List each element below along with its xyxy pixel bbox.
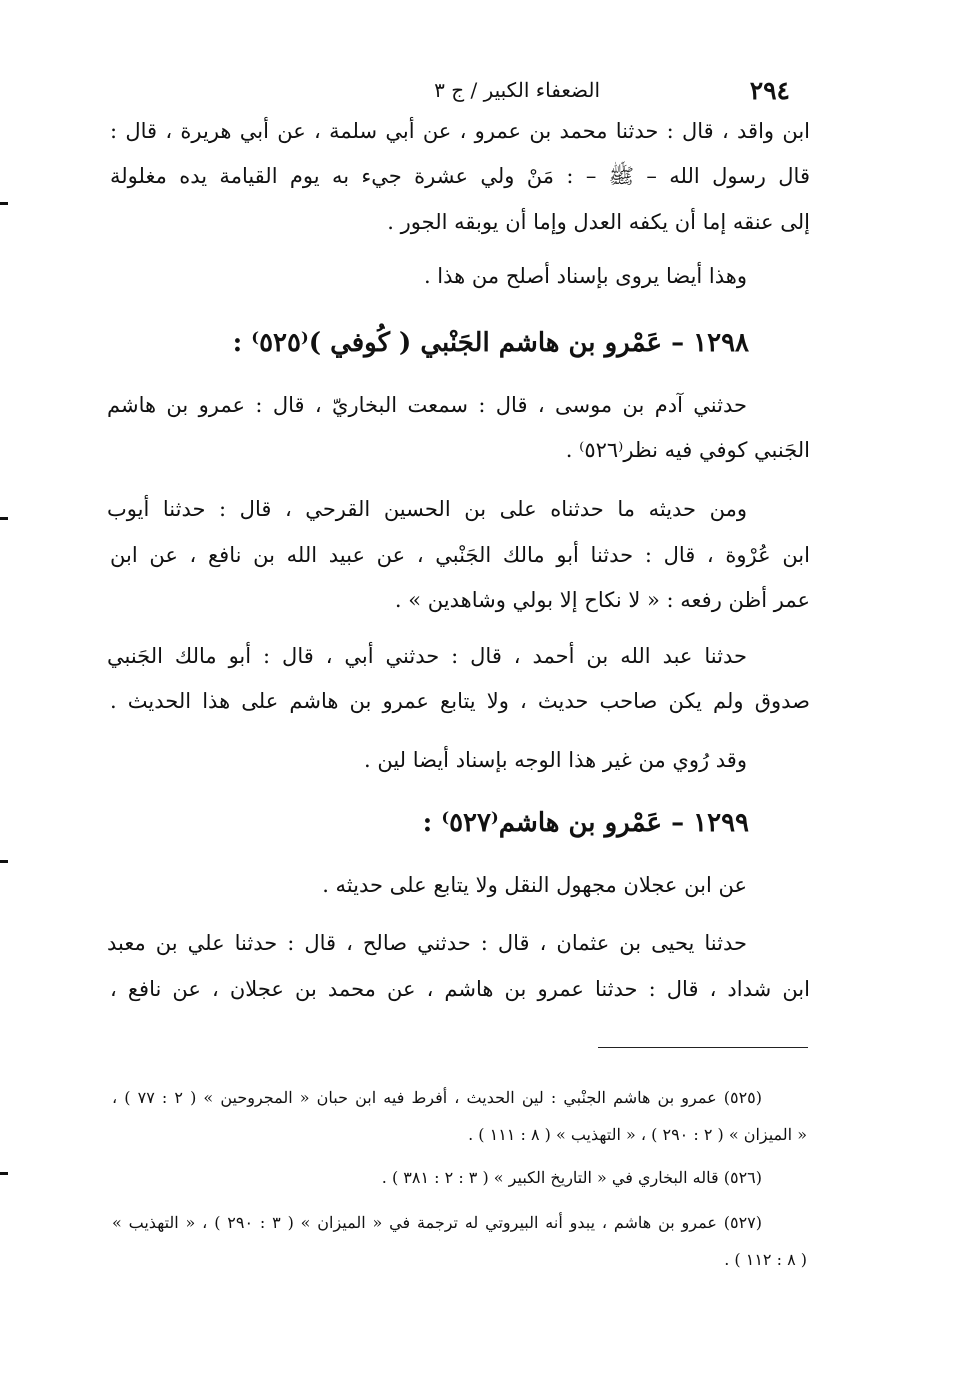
margin-mark [0, 202, 8, 205]
text-line: عمر أظن رفعه : « لا نكاح إلا بولي وشاهدين » . [394, 588, 810, 612]
margin-mark [0, 860, 8, 863]
text-line: الجَنبي كوفي فيه نظر⁽٥٢٦⁾ . [565, 438, 810, 462]
text-line: إلى عنقه إما أن يكفه العدل وإما أن يوبقه الجور . [387, 210, 810, 234]
footnote-527: (٥٢٧) عمرو بن هاشم ، يبدو أنه البيروتي له ترجمة في « الميزان » ( ٣ : ٢٩٠ ) ، « التهذيب » [112, 1213, 762, 1232]
entry-heading-1298: ١٢٩٨ – عَمْرو بن هاشم الجَنْبي ( كُوفي )⁽٥٢٥⁾ : [232, 328, 749, 358]
text-line: ابن عُرْوة ، قال : حدثنا أبو مالك الجَنْبي ، عن عبيد الله بن نافع ، عن ابن [110, 543, 810, 567]
text-line: حدثنا يحيى بن عثمان ، قال : حدثني صالح ، قال : حدثنا علي بن معبد [107, 931, 747, 955]
footnote-525: (٥٢٥) عمرو بن هاشم الجنْبي : لين الحديث ، أفرط فيه ابن حبان « المجروحين » ( ٢ : ٧٧ ) ، [112, 1088, 762, 1107]
text-line: عن ابن عجلان مجهول النقل ولا يتابع على حديثه . [322, 873, 747, 897]
footnote-526: (٥٢٦) قاله البخاري في « التاريخ الكبير » ( ٣ : ٢ : ٣٨١ ) . [381, 1168, 762, 1187]
footnote-527-continued: ( ٨ : ١١٢ ) . [724, 1250, 807, 1269]
text-line: ومن حديثه ما حدثناه على بن الحسين القرحي ، قال : حدثنا أيوب [107, 497, 747, 521]
margin-mark [0, 1172, 8, 1175]
page-number: ٢٩٤ [749, 76, 790, 105]
text-line: وقد رُوي من غير هذا الوجه بإسناد أيضا لين . [363, 748, 747, 772]
text-line: صدوق ولم يكن صاحب حديث ، ولا يتابع عمرو بن هاشم على هذا الحديث . [110, 689, 810, 713]
entry-heading-1299: ١٢٩٩ – عَمْرو بن هاشم⁽٥٢٧⁾ : [422, 808, 749, 838]
text-line: قال رسول الله – ﷺ – : مَنْ ولي عشرة جيء به يوم القيامة يده مغلولة [110, 164, 810, 188]
page-header [360, 76, 790, 110]
footnote-525-continued: « الميزان » ( ٢ : ٢٩٠ ) ، « التهذيب » ( ٨ : ١١١ ) . [468, 1125, 807, 1144]
text-line: ابن واقد ، قال : حدثنا محمد بن عمرو ، عن أبي سلمة ، عن أبي هريرة ، قال : [110, 119, 810, 143]
margin-mark [0, 517, 8, 520]
running-title: الضعفاء الكبير / ج ٣ [434, 78, 600, 102]
text-line: ابن شداد ، قال : حدثنا عمرو بن هاشم ، عن محمد بن عجلان ، عن نافع ، [110, 977, 810, 1001]
text-line: حدثني آدم بن موسى ، قال : سمعت البخاريّ ، قال : عمرو بن هاشم [107, 393, 747, 417]
text-line: وهذا أيضا يروى بإسناد أصلح من هذا . [423, 264, 747, 288]
footnote-separator [598, 1047, 808, 1048]
text-line: حدثنا عبد الله بن أحمد ، قال : حدثني أبي ، قال : أبو مالك الجَنبي [107, 644, 747, 668]
